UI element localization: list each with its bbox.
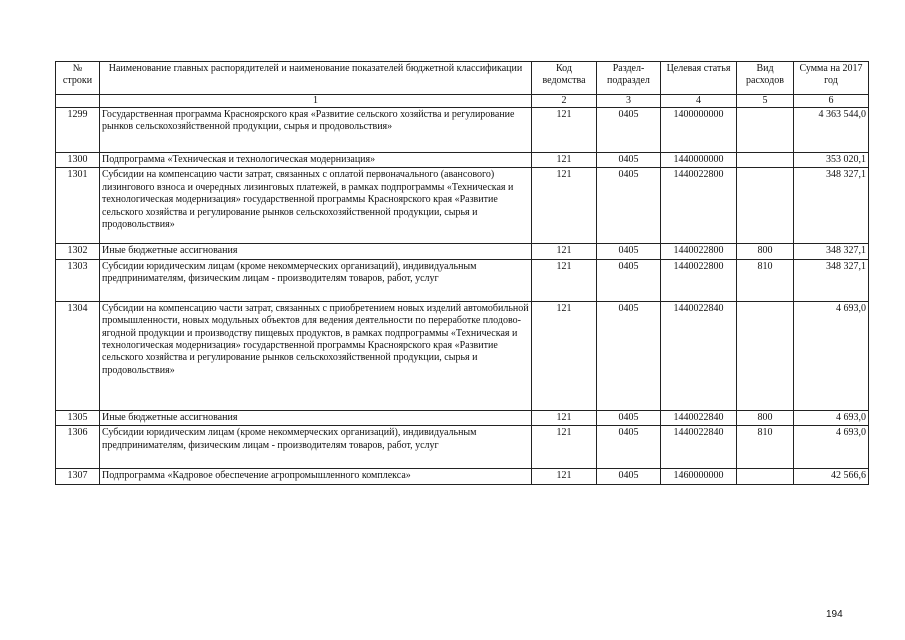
header-section: Раздел-подраздел — [597, 62, 661, 95]
row-expense-type — [737, 108, 794, 153]
column-number: 3 — [597, 95, 661, 108]
row-number: 1299 — [56, 108, 100, 153]
row-section: 0405 — [597, 259, 661, 301]
row-number: 1303 — [56, 259, 100, 301]
row-amount: 353 020,1 — [794, 153, 869, 168]
row-amount: 348 327,1 — [794, 259, 869, 301]
column-number — [56, 95, 100, 108]
row-expense-type — [737, 469, 794, 484]
row-expense-type: 800 — [737, 410, 794, 425]
column-number: 2 — [532, 95, 597, 108]
table-row — [56, 244, 869, 259]
row-name: Подпрограмма «Техническая и технологическая модернизация» — [100, 153, 532, 168]
row-target: 1440000000 — [661, 153, 737, 168]
budget-table — [55, 61, 869, 485]
row-name: Подпрограмма «Кадровое обеспечение агропромышленного комплекса» — [100, 469, 532, 484]
row-amount: 348 327,1 — [794, 168, 869, 244]
row-target: 1440022800 — [661, 168, 737, 244]
table-row — [56, 168, 869, 244]
row-section: 0405 — [597, 153, 661, 168]
header-row-no: № строки — [56, 62, 100, 95]
row-dept-code: 121 — [532, 153, 597, 168]
header-dept-code: Код ведомства — [532, 62, 597, 95]
table-row — [56, 469, 869, 484]
row-section: 0405 — [597, 244, 661, 259]
row-number: 1304 — [56, 301, 100, 410]
page-number: 194 — [826, 609, 843, 620]
row-name: Государственная программа Красноярского края «Развитие сельского хозяйства и регулирование рынков сельскохозяйственной продукции, сырья и продовольствия» — [100, 108, 532, 153]
row-number: 1307 — [56, 469, 100, 484]
row-number: 1302 — [56, 244, 100, 259]
row-name: Иные бюджетные ассигнования — [100, 410, 532, 425]
row-name: Субсидии юридическим лицам (кроме некоммерческих организаций), индивидуальным предпринимателям, физическим лицам - производителям товаров, работ, услуг — [100, 259, 532, 301]
row-expense-type: 800 — [737, 244, 794, 259]
table-row — [56, 108, 869, 153]
row-dept-code: 121 — [532, 469, 597, 484]
row-section: 0405 — [597, 108, 661, 153]
row-dept-code: 121 — [532, 410, 597, 425]
header-name: Наименование главных распорядителей и наименование показателей бюджетной классификации — [100, 62, 532, 95]
row-target: 1440022800 — [661, 259, 737, 301]
row-expense-type — [737, 153, 794, 168]
column-number: 1 — [100, 95, 532, 108]
row-section: 0405 — [597, 168, 661, 244]
row-target: 1440022840 — [661, 426, 737, 469]
row-amount: 4 363 544,0 — [794, 108, 869, 153]
row-dept-code: 121 — [532, 301, 597, 410]
row-target: 1460000000 — [661, 469, 737, 484]
row-target: 1400000000 — [661, 108, 737, 153]
row-amount: 4 693,0 — [794, 301, 869, 410]
row-section: 0405 — [597, 469, 661, 484]
table-row — [56, 426, 869, 469]
table-row — [56, 410, 869, 425]
row-number: 1306 — [56, 426, 100, 469]
row-amount: 348 327,1 — [794, 244, 869, 259]
row-expense-type — [737, 301, 794, 410]
row-dept-code: 121 — [532, 108, 597, 153]
row-number: 1300 — [56, 153, 100, 168]
header-row — [56, 62, 869, 95]
row-name: Субсидии на компенсацию части затрат, связанных с оплатой первоначального (авансового) лизингового взноса и очередных лизинговых платежей, в рамках подпрограммы «Техническая и технологическая модернизация» государственной программы Красноярского края «Развитие сельского хозяйства и регулирование рынков сельскохозяйственной продукции, сырья и продовольствия» — [100, 168, 532, 244]
row-amount: 4 693,0 — [794, 410, 869, 425]
row-target: 1440022840 — [661, 301, 737, 410]
table-row — [56, 301, 869, 410]
row-dept-code: 121 — [532, 168, 597, 244]
row-number: 1301 — [56, 168, 100, 244]
row-name: Субсидии юридическим лицам (кроме некоммерческих организаций), индивидуальным предпринимателям, физическим лицам - производителям товаров, работ, услуг — [100, 426, 532, 469]
row-name: Иные бюджетные ассигнования — [100, 244, 532, 259]
table-row — [56, 153, 869, 168]
column-number: 6 — [794, 95, 869, 108]
row-dept-code: 121 — [532, 244, 597, 259]
column-number: 4 — [661, 95, 737, 108]
column-number: 5 — [737, 95, 794, 108]
row-section: 0405 — [597, 426, 661, 469]
row-dept-code: 121 — [532, 259, 597, 301]
row-amount: 42 566,6 — [794, 469, 869, 484]
header-target: Целевая статья — [661, 62, 737, 95]
header-amount: Сумма на 2017 год — [794, 62, 869, 95]
row-target: 1440022800 — [661, 244, 737, 259]
row-amount: 4 693,0 — [794, 426, 869, 469]
row-dept-code: 121 — [532, 426, 597, 469]
row-expense-type — [737, 168, 794, 244]
row-expense-type: 810 — [737, 426, 794, 469]
row-expense-type: 810 — [737, 259, 794, 301]
table-row — [56, 259, 869, 301]
row-name: Субсидии на компенсацию части затрат, связанных с приобретением новых изделий автомобильной промышленности, новых модульных объектов для ведения деятельности по переработке плодово-ягодной продукции и производству пищевых продуктов, в рамках подпрограммы «Техническая и технологическая модернизация» государственной программы Красноярского края «Развитие сельского хозяйства и регулирование рынков сельскохозяйственной продукции, сырья и продовольствия» — [100, 301, 532, 410]
row-target: 1440022840 — [661, 410, 737, 425]
header-expense-type: Вид расходов — [737, 62, 794, 95]
row-section: 0405 — [597, 410, 661, 425]
row-number: 1305 — [56, 410, 100, 425]
row-section: 0405 — [597, 301, 661, 410]
column-numbers-row — [56, 95, 869, 108]
